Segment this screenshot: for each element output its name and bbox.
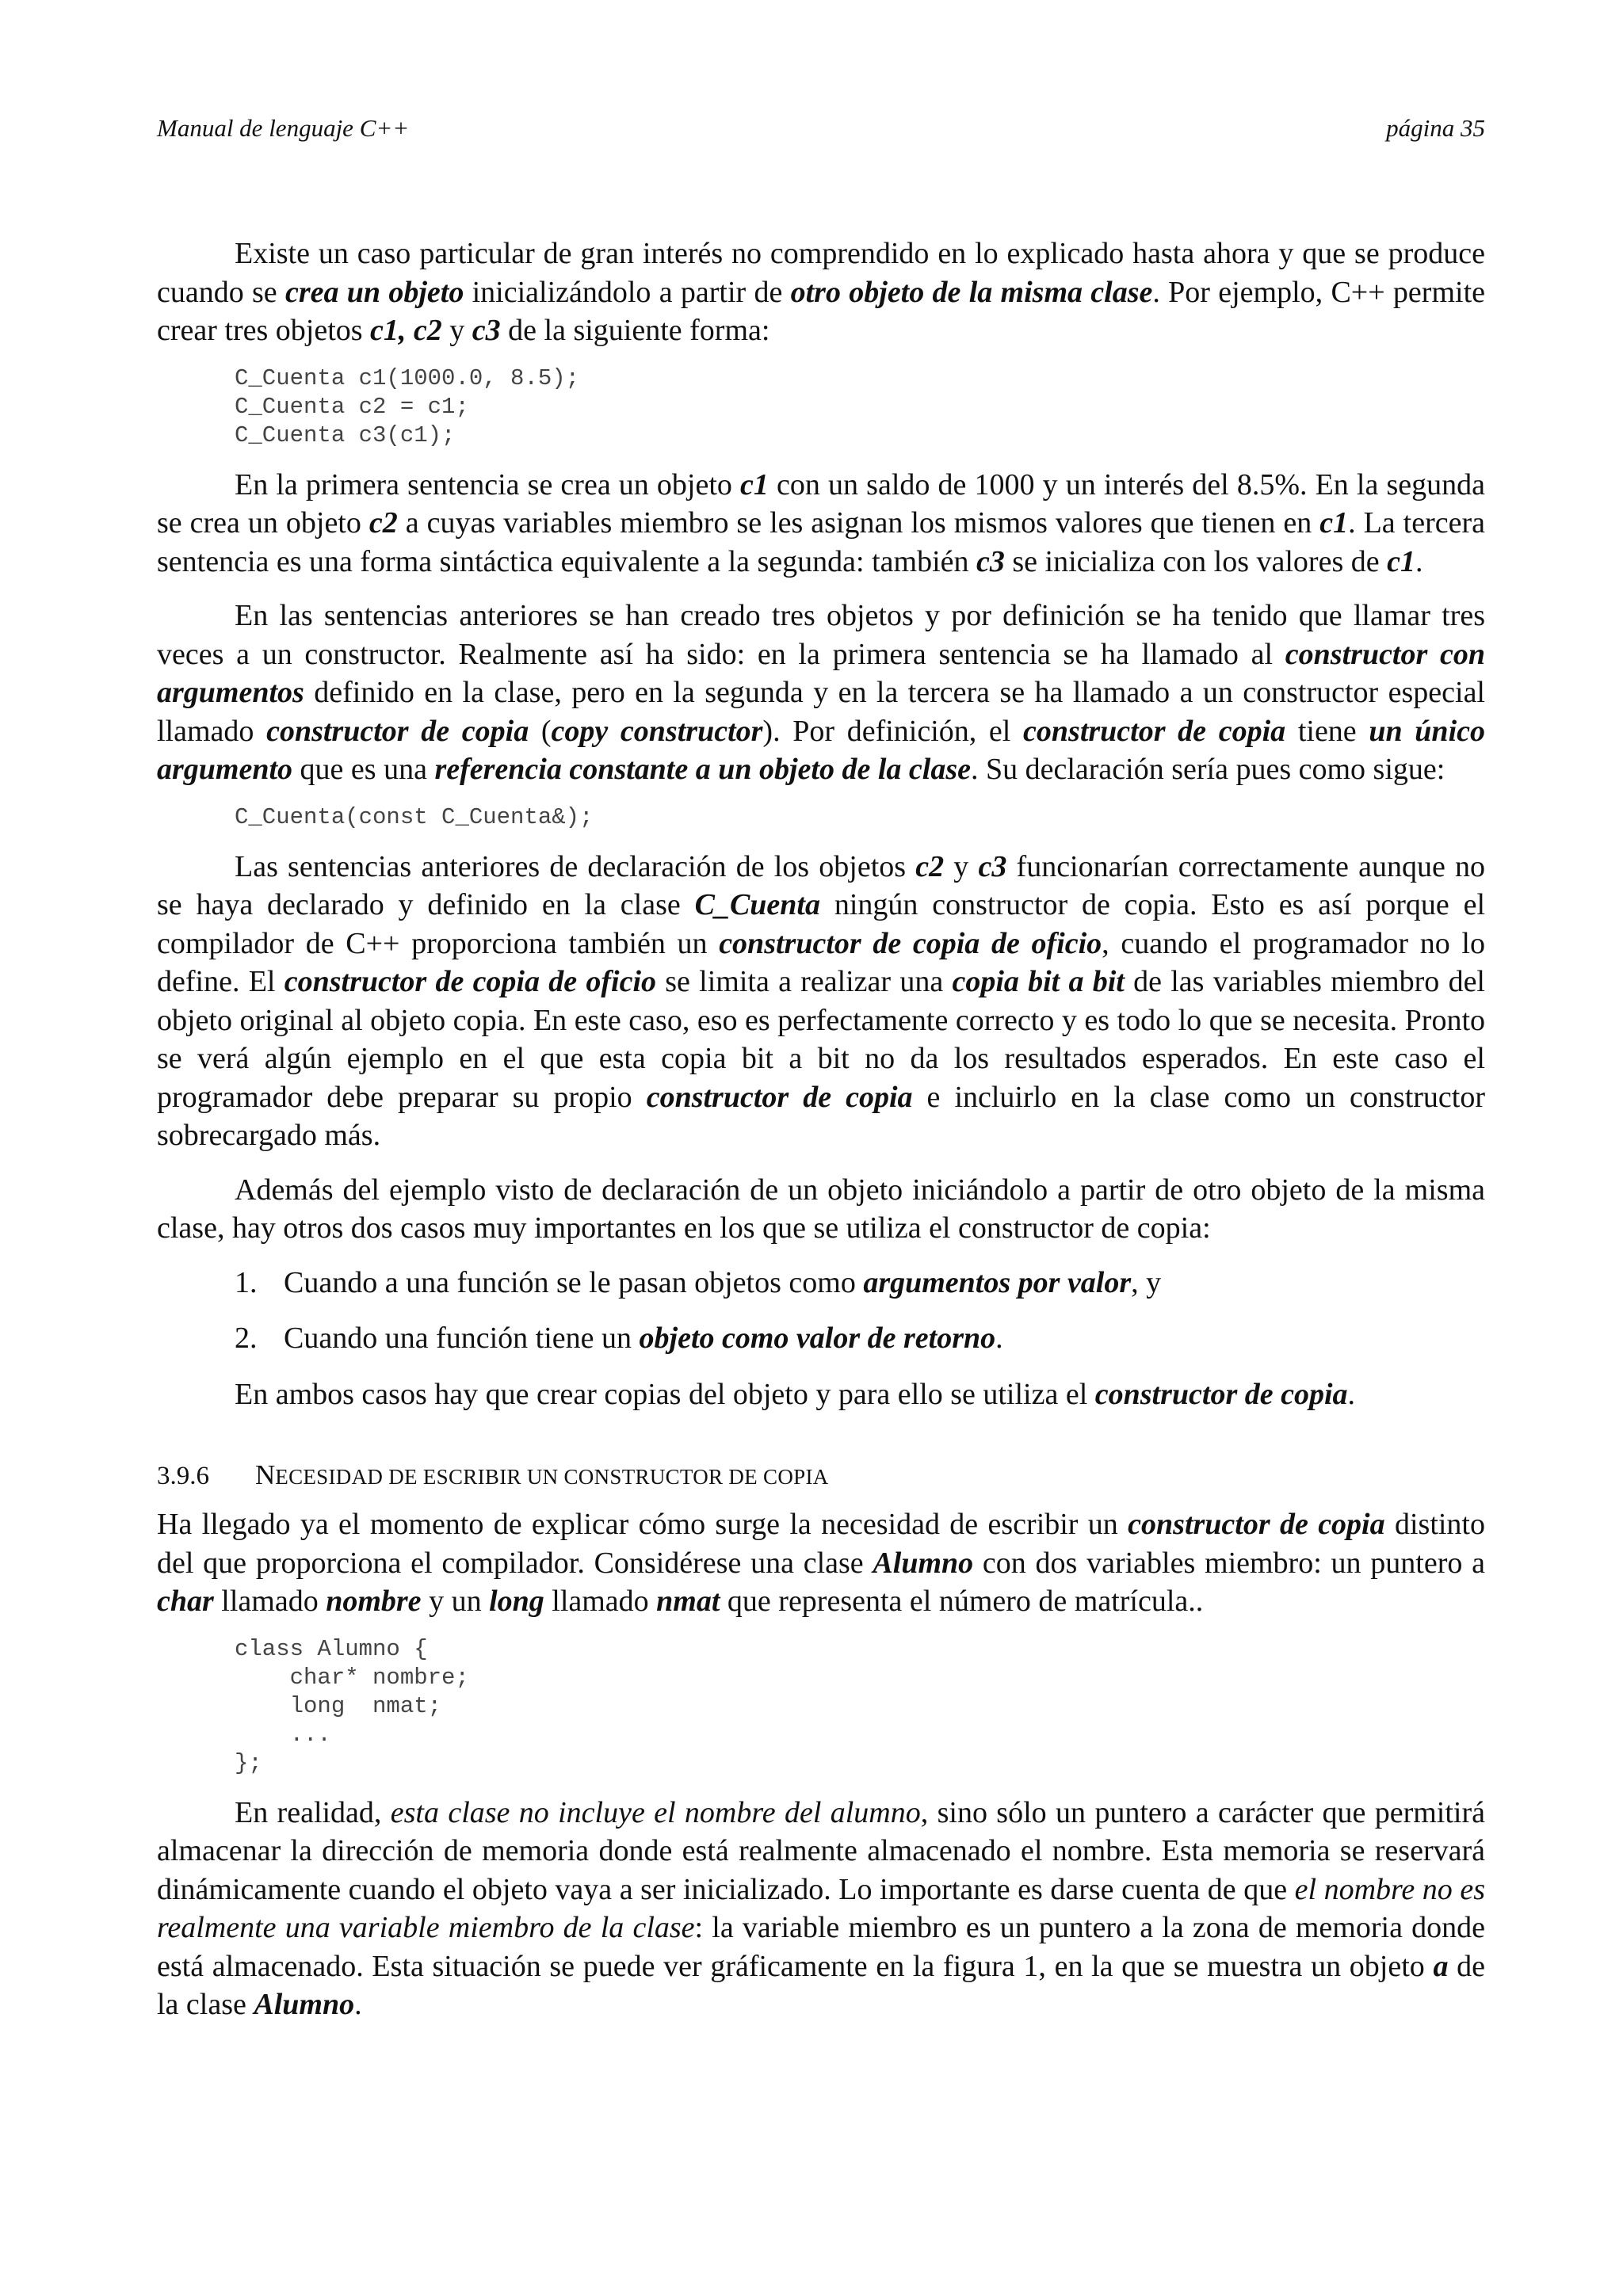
emphasis: char [157,1585,214,1618]
text: . La tercera sentencia es una forma sintáctica equivalente a la segunda: también [157,506,1485,578]
emphasis: nombre [326,1585,422,1618]
text: que representa el número de matrícula.. [720,1585,1204,1618]
text: . [1415,544,1423,578]
text: Cuando una función tiene un [284,1322,640,1355]
text: , sino sólo un puntero a carácter que permitirá almacenar la dirección de memoria donde está realmente almacenado el nombre. Esta memoria se reservará dinámicamente cuando el objeto vaya a ser inicializado. Lo importante es darse cuenta de que [157,1795,1485,1906]
text: llamado [213,1585,327,1618]
text: funcionarían correctamente aunque no se haya declarado y definido en la clase [157,849,1486,921]
emphasis: argumentos por valor [863,1265,1132,1299]
emphasis: copy constructor [551,714,763,748]
emphasis: c3 [472,314,501,347]
paragraph-7 [157,1505,1485,1621]
text: con un saldo de 1000 y un interés del 8.5%. En la segunda se crea un objeto [157,467,1485,540]
text: y un [421,1585,490,1618]
text: tiene [1285,714,1369,748]
page-body [157,235,1485,2040]
text: y [944,849,979,883]
text: ningún constructor de copia. Esto es así porque el compilador de C++ proporciona también un [157,888,1485,960]
text: se inicializa con los valores de [1004,544,1388,578]
text: : la variable miembro es un puntero a la zona de memoria donde está almacenado. Esta situación se puede ver gráficamente en la figura 1, en la que se muestra un objeto [157,1911,1486,1983]
text: , cuando el programador no lo define. El [157,926,1485,998]
emphasis: constructor de copia [1094,1377,1348,1411]
emphasis: constructor de copia [266,714,529,748]
code-block-1: C_Cuenta c1(1000.0, 8.5); C_Cuenta c2 = c1; C_Cuenta c3(c1); [235,364,580,448]
text: . Por ejemplo, C++ permite crear tres objetos [157,275,1485,347]
text: . [1347,1377,1356,1411]
list-number: 2. [235,1322,258,1355]
emphasis: constructor de copia de oficio [719,926,1102,960]
text: se limita a realizar una [656,965,953,998]
paragraph-5 [157,1171,1485,1248]
text: ( [529,714,552,748]
text: . [995,1322,1003,1355]
text: que es una [292,753,435,786]
emphasis: Alumno [254,1988,355,2021]
italic-text: el nombre no es realmente una variable miembro de la clase [157,1872,1486,1944]
paragraph-8 [157,1794,1485,2024]
emphasis: constructor de copia de oficio [284,965,656,998]
italic-text: esta clase no incluye el nombre del alumno [390,1795,921,1829]
text: de la clase [157,1949,1486,2021]
list-item [157,1264,1485,1302]
code-block-2: C_Cuenta(const C_Cuenta&); [235,803,594,830]
emphasis: C_Cuenta [694,888,820,921]
emphasis: c3 [976,544,1005,578]
emphasis: c2 [369,506,398,540]
paragraph-2 [157,466,1485,582]
emphasis: a [1433,1949,1449,1983]
text: y [441,314,472,347]
text: Ha llegado ya el momento de explicar cómo surge la necesidad de escribir un [157,1508,1128,1541]
emphasis: nmat [656,1585,720,1618]
text: . [354,1988,362,2021]
emphasis: long [489,1585,544,1618]
text: En las sentencias anteriores se han creado tres objetos y por definición se ha tenido que llamar tres veces a un constructor. Realmente así ha sido: en la primera sentencia se ha llamado al [157,599,1485,671]
text: e incluirlo en la clase como un constructor sobrecargado más. [157,1080,1485,1152]
emphasis: constructor de copia [1023,714,1286,748]
header-page-number: página 35 [1386,114,1485,142]
list-item [157,1319,1485,1358]
emphasis: Alumno [873,1546,974,1580]
emphasis: objeto como valor de retorno [639,1322,996,1355]
section-title: ECESIDAD DE ESCRIBIR UN CONSTRUCTOR DE COPIA [275,1465,829,1489]
text: con dos variables miembro: un puntero a [973,1546,1485,1580]
text: En realidad, [235,1795,391,1829]
paragraph-4 [157,848,1485,1155]
text: de la siguiente forma: [500,314,770,347]
text: llamado [544,1585,657,1618]
emphasis: c1 [1387,544,1415,578]
text: definido en la clase, pero en la segunda y en la tercera se ha llamado a un constructor especial llamado [157,676,1485,748]
emphasis: constructor de copia [646,1080,913,1114]
text: En ambos casos hay que crear copias del objeto y para ello se utiliza el [235,1377,1095,1411]
text: Las sentencias anteriores de declaración de los objetos [235,849,916,883]
emphasis: constructor con argumentos [157,637,1485,709]
text: de las variables miembro del objeto original al objeto copia. En este caso, eso es perfectamente correcto y es todo lo que se necesita. Pronto se verá algún ejemplo en el que esta copia bit a bit no da los resultados esperados. En este caso el programador debe preparar su propio [157,965,1485,1114]
numbered-list [157,1264,1485,1358]
text: Además del ejemplo visto de declaración de un objeto iniciándolo a partir de otro objeto de la misma clase, hay otros dos casos muy importantes en los que se utiliza el constructor de copia: [157,1173,1485,1245]
emphasis: c1 [740,467,769,502]
paragraph-1 [157,235,1485,350]
emphasis: un único argumento [157,714,1485,786]
section-number: 3.9.6 [157,1462,209,1490]
emphasis: c2 [915,849,945,883]
text: a cuyas variables miembro se les asignan los mismos valores que tienen en [397,506,1320,540]
emphasis: constructor de copia [1128,1508,1385,1541]
list-number: 1. [235,1265,258,1299]
emphasis: copia bit a bit [952,965,1125,998]
text: distinto del que proporciona el compilador. Considérese una clase [157,1508,1485,1580]
paragraph-6 [157,1375,1485,1414]
code-block-3: class Alumno { char* nombre; long nmat; ... }; [235,1635,469,1776]
header-title: Manual de lenguaje C++ [157,114,410,142]
emphasis: c1 [1319,506,1349,540]
text: . Su declaración sería pues como sigue: [970,753,1445,786]
text: inicializándolo a partir de [464,275,791,309]
section-title-initial: N [255,1459,276,1490]
paragraph-3 [157,597,1485,789]
section-heading [157,1458,1485,1494]
text: ). Por definición, el [762,714,1024,748]
emphasis: c1, c2 [370,314,442,347]
emphasis: c3 [978,849,1007,883]
text: , y [1131,1265,1162,1299]
emphasis: otro objeto de la misma clase [790,275,1153,309]
text: Cuando a una función se le pasan objetos como [284,1265,864,1299]
emphasis: referencia constante a un objeto de la clase [434,753,971,786]
text: Existe un caso particular de gran interés no comprendido en lo explicado hasta ahora y que se produce cuando se [157,237,1485,309]
emphasis: crea un objeto [285,275,464,309]
text: En la primera sentencia se crea un objeto [235,467,741,502]
